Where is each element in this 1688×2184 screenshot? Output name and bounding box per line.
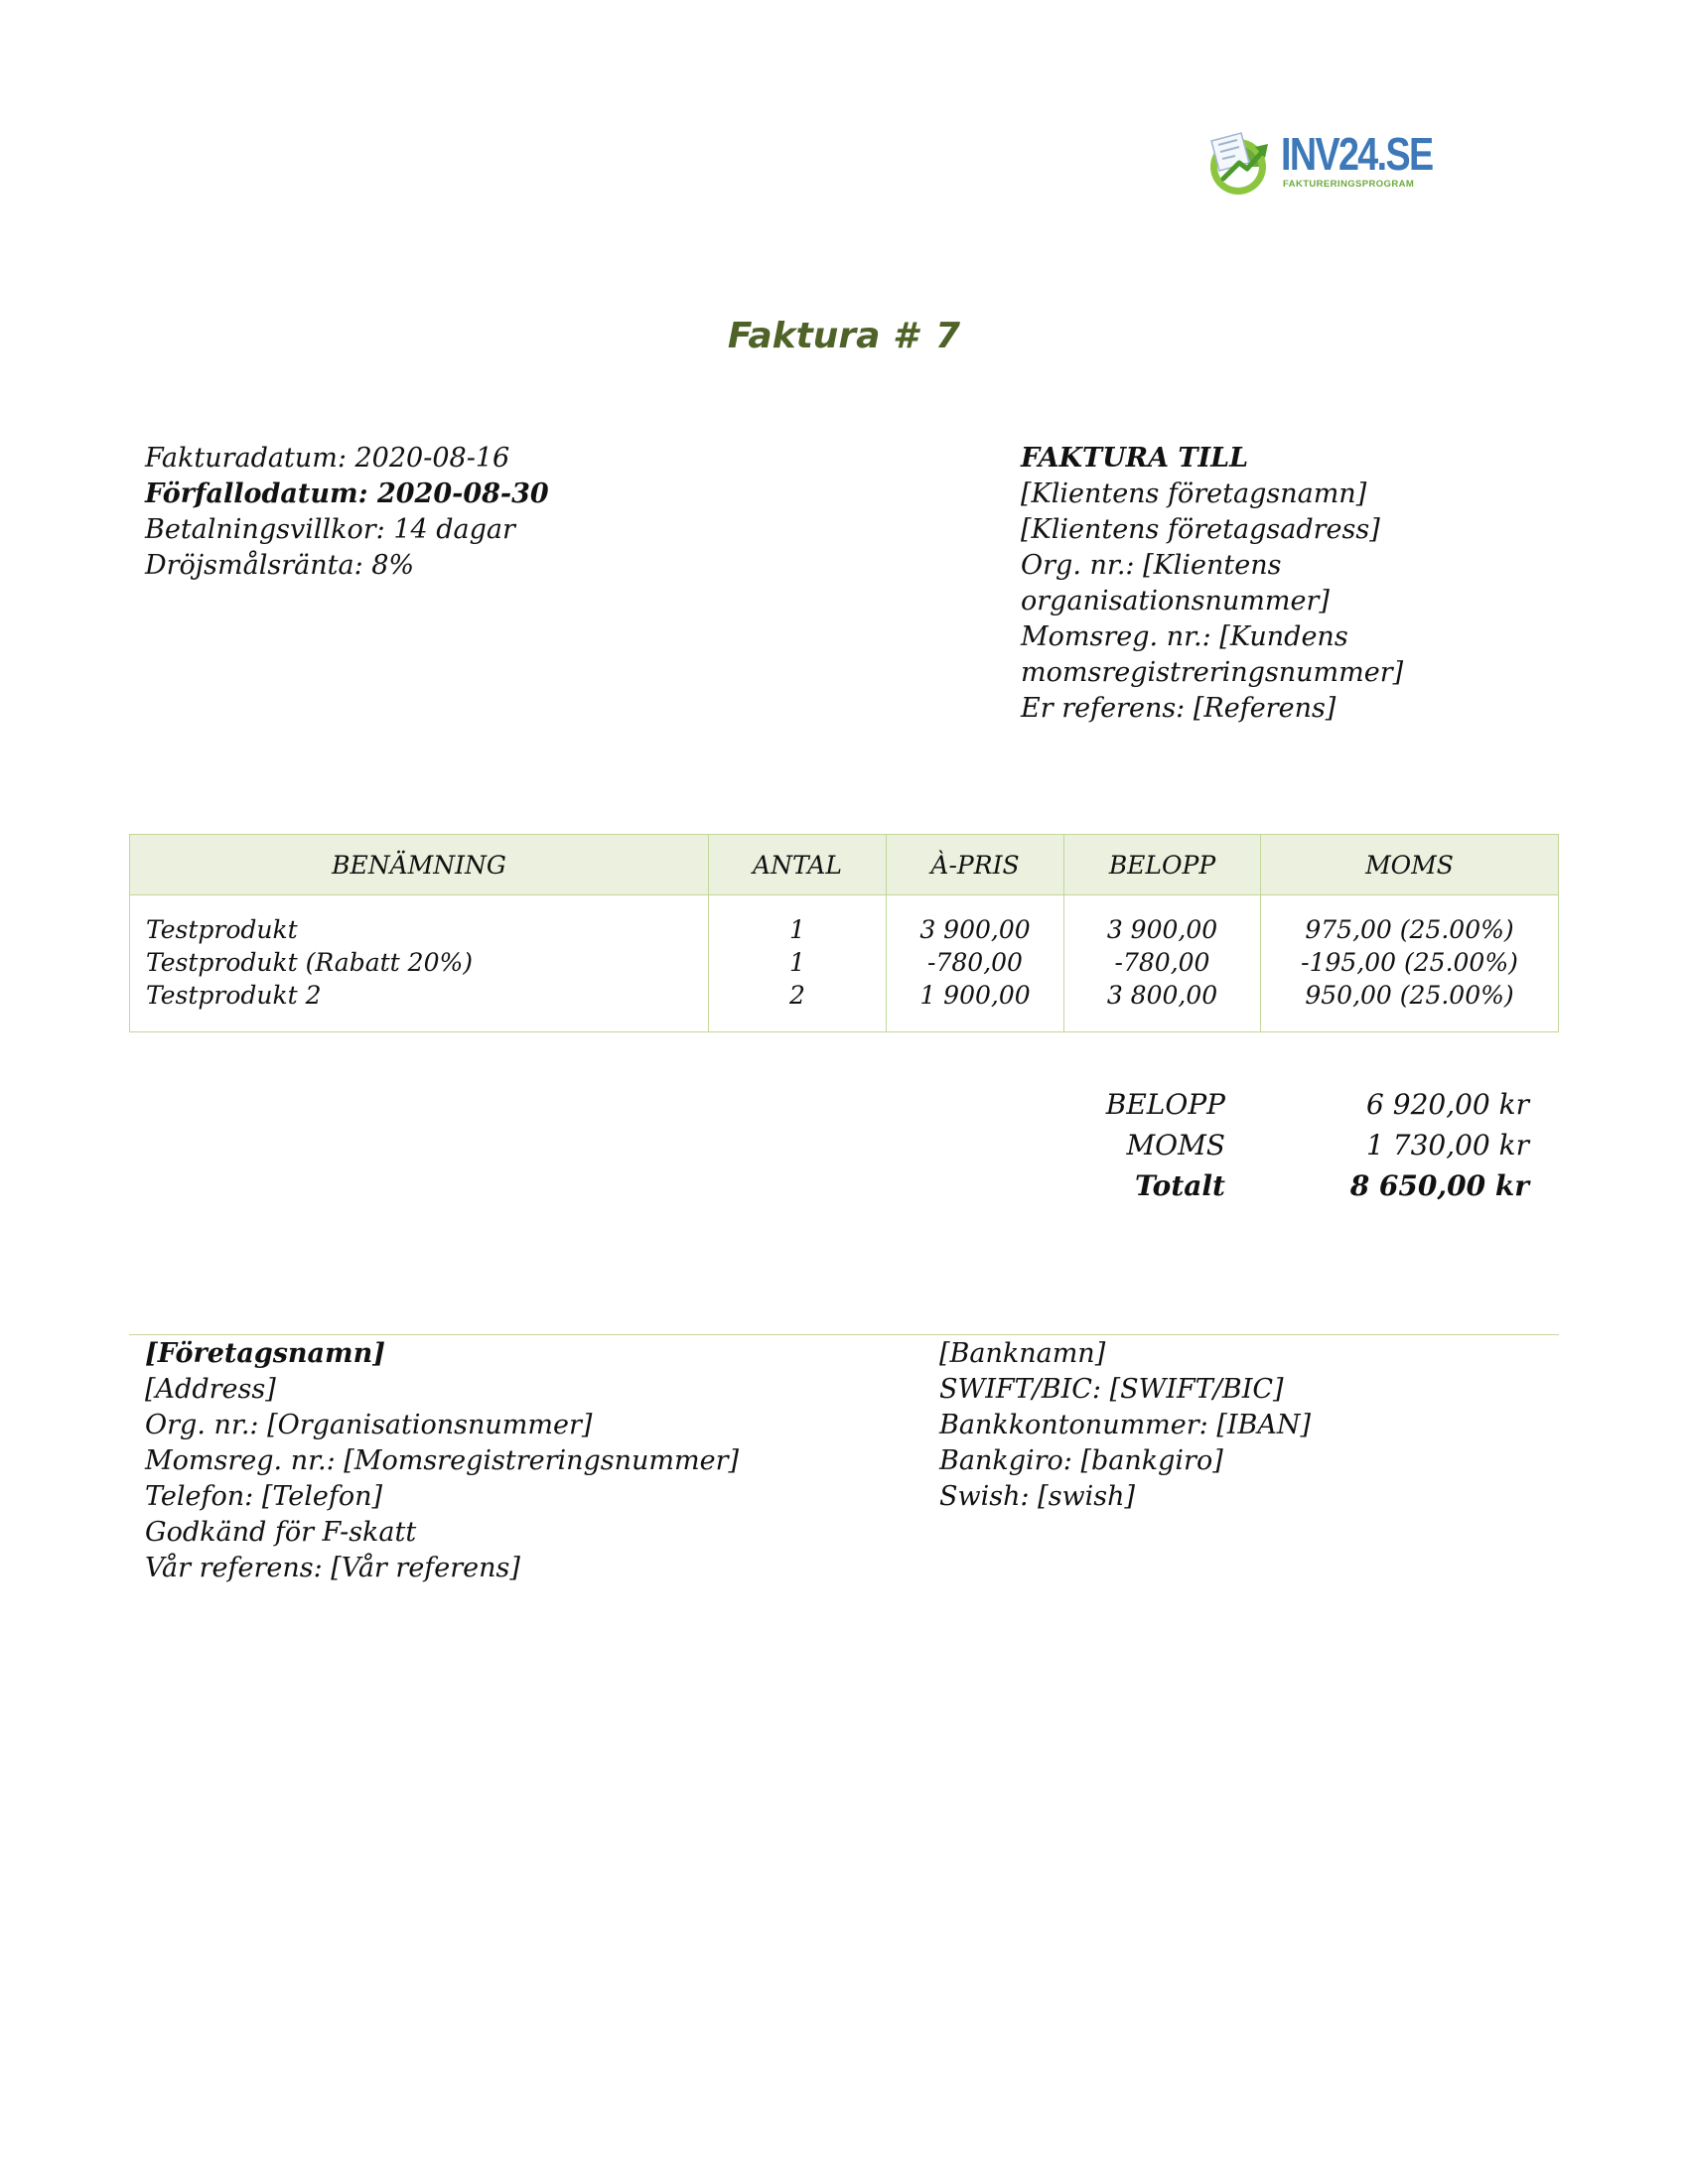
item-name: Testprodukt: [146, 915, 298, 944]
company-org-nr: Org. nr.: [Organisationsnummer]: [145, 1410, 593, 1440]
item-unit-price: 3 900,00: [919, 915, 1031, 944]
items-table-header: [130, 835, 1559, 895]
totals: [1072, 1088, 1529, 1210]
bank-name: [Banknamn]: [939, 1338, 1106, 1369]
due-date: Förfallodatum: 2020-08-30: [145, 478, 549, 509]
header-unit-price: À-PRIS: [887, 835, 1064, 895]
invoice-title-prefix: Faktura #: [727, 316, 918, 356]
header-vat: MOMS: [1261, 835, 1559, 895]
totals-vat-value: 1 730,00 kr: [1366, 1129, 1529, 1161]
bill-to-line: momsregistreringsnummer]: [1021, 657, 1404, 688]
item-name: Testprodukt (Rabatt 20%): [146, 948, 473, 977]
bill-to-line: [Klientens företagsnamn]: [1021, 478, 1367, 509]
item-unit-price: 1 900,00: [919, 981, 1031, 1010]
item-amount: 3 800,00: [1106, 981, 1218, 1010]
invoice-date: Fakturadatum: 2020-08-16: [145, 443, 510, 474]
bill-to: [1021, 441, 1438, 727]
header-name: BENÄMNING: [130, 835, 709, 895]
invoice-meta: [145, 441, 549, 584]
item-qty: 2: [789, 981, 805, 1010]
bill-to-line: organisationsnummer]: [1021, 586, 1330, 616]
totals-total-value: 8 650,00 kr: [1349, 1169, 1529, 1202]
bank-swish: Swish: [swish]: [939, 1481, 1136, 1512]
header-qty: ANTAL: [709, 835, 887, 895]
bank-bankgiro: Bankgiro: [bankgiro]: [939, 1445, 1223, 1476]
invoice-number: 7: [935, 316, 961, 356]
company-f-tax: Godkänd för F-skatt: [145, 1517, 417, 1548]
item-vat-cell: [1261, 895, 1559, 1032]
item-vat: -195,00 (25.00%): [1301, 948, 1518, 977]
company-our-ref: Vår referens: [Vår referens]: [145, 1553, 520, 1583]
logo-name: INV24.SE: [1281, 128, 1433, 180]
invoice-title: [0, 316, 1688, 356]
item-amount-cell: [1064, 895, 1261, 1032]
company-logo: [1205, 127, 1434, 197]
bill-to-line: [Klientens företagsadress]: [1021, 514, 1380, 545]
company-address: [Address]: [145, 1374, 276, 1405]
item-amount: 3 900,00: [1106, 915, 1218, 944]
company-name: [Företagsnamn]: [145, 1338, 386, 1369]
bank-info: [939, 1336, 1311, 1515]
totals-total-label: Totalt: [1135, 1169, 1225, 1202]
invoice-arrow-icon: [1205, 129, 1275, 199]
item-amount: -780,00: [1114, 948, 1210, 977]
late-interest: Dröjsmålsränta: 8%: [145, 550, 415, 581]
item-qty: 1: [789, 915, 805, 944]
item-unit-price-cell: [887, 895, 1064, 1032]
payment-terms: Betalningsvillkor: 14 dagar: [145, 514, 515, 545]
footer-divider: [129, 1334, 1559, 1335]
item-qty: 1: [789, 948, 805, 977]
item-qty-cell: [709, 895, 887, 1032]
item-unit-price: -780,00: [927, 948, 1023, 977]
bill-to-line: Org. nr.: [Klientens: [1021, 550, 1282, 581]
item-vat: 950,00 (25.00%): [1305, 981, 1514, 1010]
bill-to-line: Momsreg. nr.: [Kundens: [1021, 621, 1348, 652]
item-name-cell: [130, 895, 709, 1032]
company-info: [145, 1336, 739, 1586]
company-phone: Telefon: [Telefon]: [145, 1481, 383, 1512]
totals-total-row: [1072, 1169, 1529, 1210]
bill-to-line: Er referens: [Referens]: [1021, 693, 1336, 724]
table-row: [130, 895, 1559, 1032]
bank-swift: SWIFT/BIC: [SWIFT/BIC]: [939, 1374, 1284, 1405]
totals-amount-value: 6 920,00 kr: [1366, 1088, 1529, 1121]
totals-amount-label: BELOPP: [1105, 1088, 1225, 1121]
company-vat-reg: Momsreg. nr.: [Momsregistreringsnummer]: [145, 1445, 740, 1476]
items-table: [129, 834, 1559, 1032]
totals-amount-row: [1072, 1088, 1529, 1129]
totals-vat-row: [1072, 1129, 1529, 1169]
item-name: Testprodukt 2: [146, 981, 322, 1010]
header-amount: BELOPP: [1064, 835, 1261, 895]
bill-to-heading: FAKTURA TILL: [1021, 443, 1249, 474]
logo-subtitle: FAKTURERINGSPROGRAM: [1283, 179, 1415, 190]
totals-vat-label: MOMS: [1126, 1129, 1225, 1161]
item-vat: 975,00 (25.00%): [1305, 915, 1514, 944]
bank-account: Bankkontonummer: [IBAN]: [939, 1410, 1312, 1440]
